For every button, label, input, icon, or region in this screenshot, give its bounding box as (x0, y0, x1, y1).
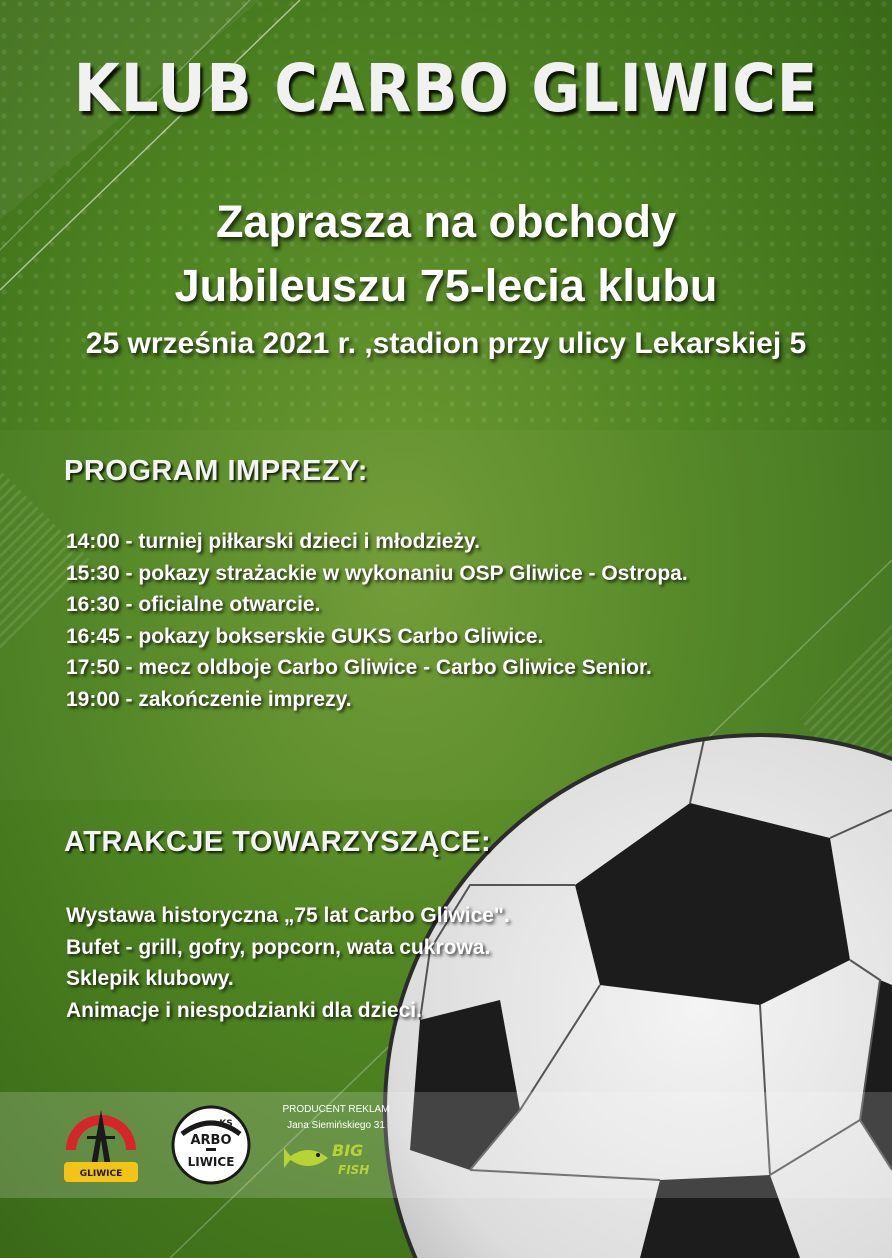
program-item: 14:00 - turniej piłkarski dzieci i młodzieży. (66, 530, 480, 553)
poster-title: KLUB CARBO GLIWICE (73, 50, 819, 127)
program-item: 16:45 - pokazy bokserskie GUKS Carbo Gliwice. (66, 624, 544, 648)
attraction-item: Sklepik klubowy. (66, 967, 234, 990)
program-heading: PROGRAM IMPREZY: (64, 455, 368, 487)
invitation-line-2: Jubileuszu 75-lecia klubu (174, 260, 718, 311)
carbo-logo-arbo: ARBO (190, 1133, 232, 1148)
bigfish-logo (282, 1134, 386, 1184)
bigfish-text-big: BIG (332, 1141, 364, 1160)
attraction-item: Wystawa historyczna „75 lat Carbo Gliwice". (66, 904, 510, 927)
attraction-item: Animacje i niespodzianki dla dzieci. (66, 998, 422, 1022)
attraction-item: Bufet - grill, gofry, popcorn, wata cukrowa. (66, 935, 491, 959)
bigfish-text-fish: FISH (338, 1163, 370, 1177)
attractions-list (66, 900, 510, 1026)
program-item: 19:00 - zakończenie imprezy. (66, 687, 352, 711)
program-item: 15:30 - pokazy strażackie w wykonaniu OSP Gliwice - Ostropa. (66, 561, 688, 585)
program-list (66, 526, 688, 715)
carbo-logo-ks: KS (219, 1119, 233, 1129)
carbo-logo-liwice: LIWICE (187, 1155, 235, 1169)
gliwice-logo-text: GLIWICE (79, 1169, 123, 1179)
program-item: 16:30 - oficialne otwarcie. (66, 593, 321, 616)
carbo-gliwice-logo (170, 1104, 252, 1186)
program-item: 17:50 - mecz oldboje Carbo Gliwice - Carbo Gliwice Senior. (66, 656, 652, 679)
gliwice-city-logo (60, 1104, 142, 1188)
producer-label: PRODUCENT REKLAM (282, 1104, 390, 1115)
date-location: 25 września 2021 r. ,stadion przy ulicy Lekarskiej 5 (85, 327, 807, 360)
invitation-line-1: Zaprasza na obchody (215, 196, 677, 247)
attractions-heading: ATRAKCJE TOWARZYSZĄCE: (64, 826, 492, 858)
producer-address: Jana Siemińskiego 31 (287, 1120, 385, 1131)
